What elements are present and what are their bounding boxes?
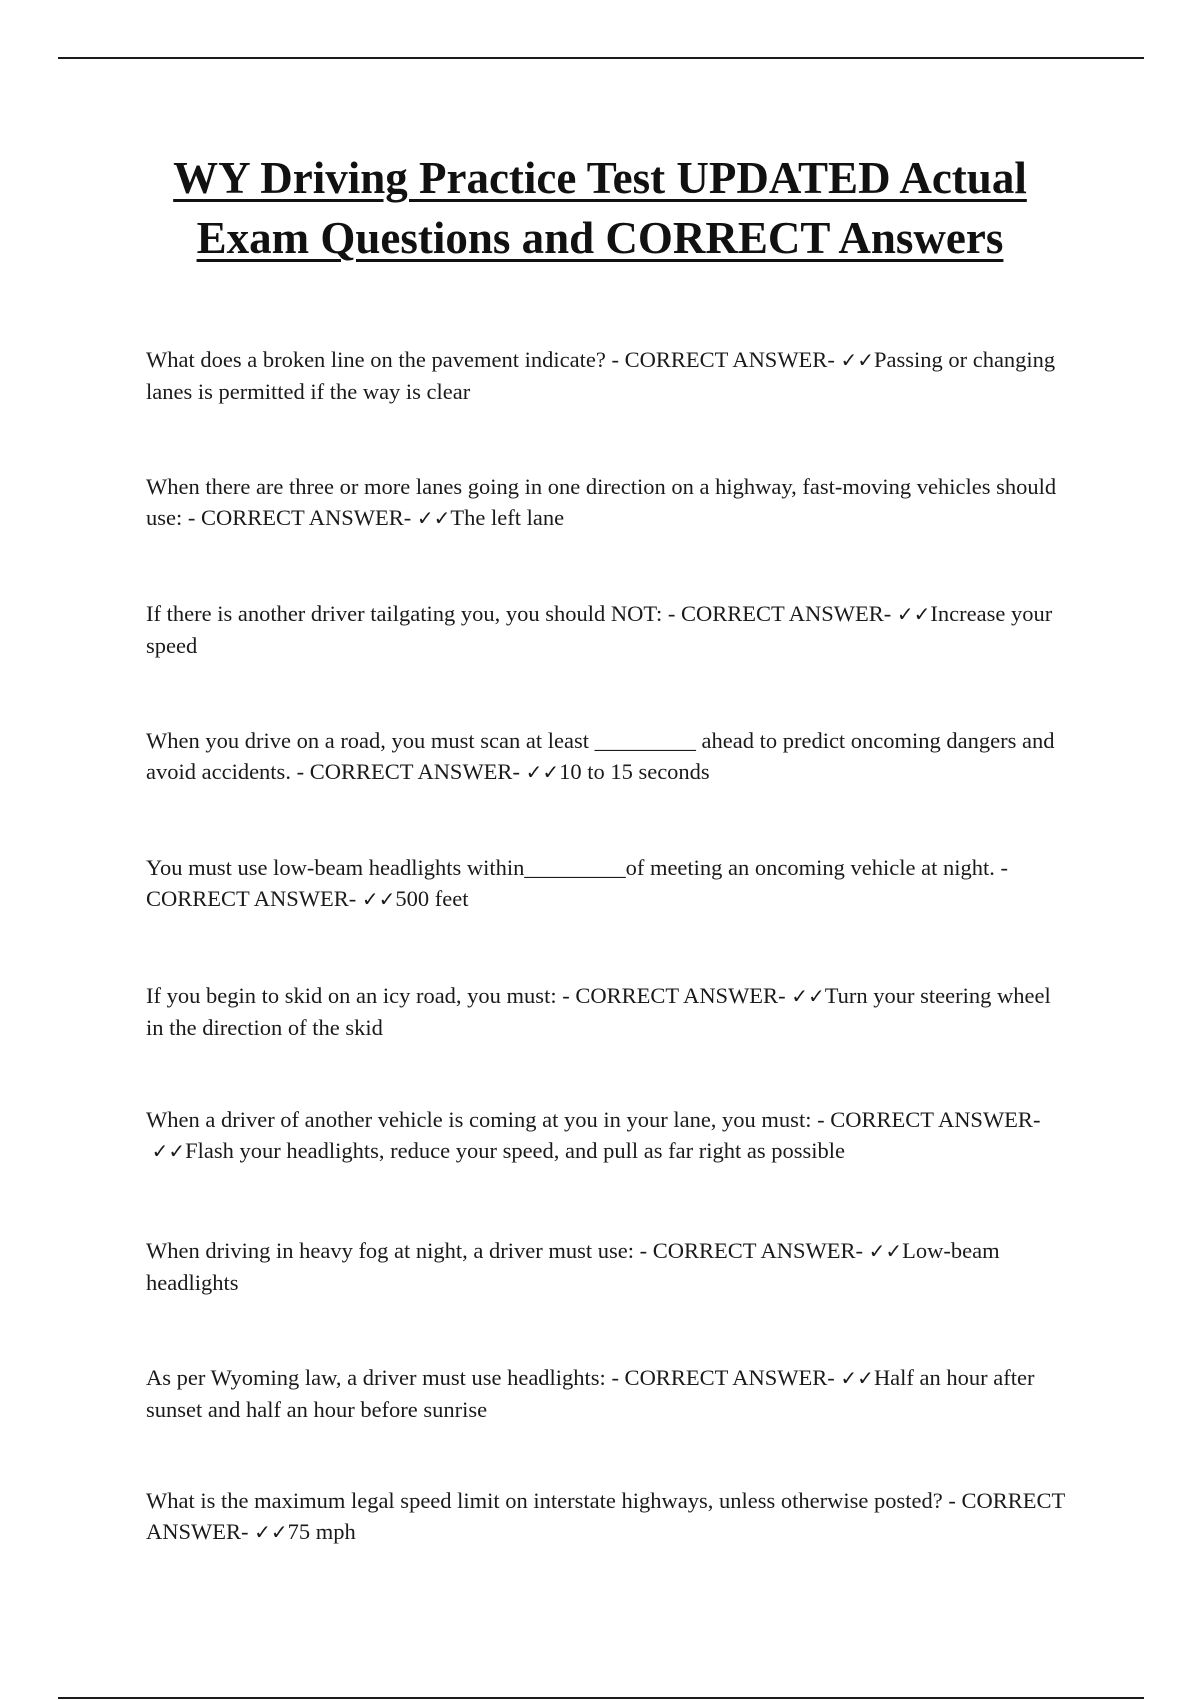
qa-item: [146, 725, 1066, 788]
answer-label: - CORRECT ANSWER-: [817, 1107, 1041, 1132]
answer-text: Turn your steering wheel in the direction of the skid: [146, 983, 1051, 1040]
check-mark-icon: ✓✓: [791, 984, 825, 1008]
answer-text: Flash your headlights, reduce your speed, and pull as far right as possible: [185, 1138, 845, 1163]
answer-text: 10 to 15 seconds: [559, 759, 710, 784]
qa-item: [146, 344, 1066, 407]
qa-item: [146, 471, 1066, 534]
question-text: When you drive on a road, you must scan at least _________ ahead to predict oncoming dangers and avoid accidents.: [146, 728, 1055, 784]
answer-text: The left lane: [450, 505, 565, 530]
qa-item: [146, 1235, 1066, 1298]
qa-item: [146, 1362, 1066, 1425]
question-text: What is the maximum legal speed limit on interstate highways, unless otherwise posted?: [146, 1488, 943, 1513]
question-text: You must use low-beam headlights within_________of meeting an oncoming vehicle at night.: [146, 855, 995, 880]
question-text: If there is another driver tailgating you, you should NOT:: [146, 601, 663, 626]
answer-label: - CORRECT ANSWER-: [611, 347, 835, 372]
answer-label: - CORRECT ANSWER-: [146, 855, 1008, 911]
question-text: When there are three or more lanes going in one direction on a highway, fast-moving vehicles should use:: [146, 474, 1057, 530]
question-text: When driving in heavy fog at night, a driver must use:: [146, 1238, 635, 1263]
question-text: As per Wyoming law, a driver must use headlights:: [146, 1365, 606, 1390]
check-mark-icon: ✓✓: [840, 348, 874, 372]
check-mark-icon: ✓✓: [151, 1139, 186, 1163]
check-mark-icon: ✓✓: [868, 1239, 903, 1263]
answer-text: Increase your speed: [146, 601, 1053, 658]
qa-item: [146, 852, 1066, 915]
qa-item: [146, 980, 1066, 1043]
check-mark-icon: ✓✓: [254, 1520, 288, 1544]
answer-text: 500 feet: [395, 886, 469, 911]
answer-text: Passing or changing lanes is permitted if the way is clear: [146, 347, 1056, 404]
answer-label: - CORRECT ANSWER-: [639, 1238, 863, 1263]
answer-text: 75 mph: [287, 1519, 356, 1544]
answer-text: Half an hour after sunset and half an hour before sunrise: [146, 1365, 1035, 1422]
answer-label: - CORRECT ANSWER-: [296, 759, 520, 784]
check-mark-icon: ✓✓: [840, 1366, 874, 1390]
question-text: What does a broken line on the pavement indicate?: [146, 347, 606, 372]
top-rule: [58, 57, 1144, 59]
answer-text: Low-beam headlights: [146, 1238, 1000, 1295]
answer-label: - CORRECT ANSWER-: [562, 983, 786, 1008]
check-mark-icon: ✓✓: [416, 506, 451, 530]
bottom-rule: [58, 1697, 1144, 1699]
question-text: If you begin to skid on an icy road, you must:: [146, 983, 557, 1008]
answer-label: - CORRECT ANSWER-: [146, 1488, 1065, 1544]
qa-item: [146, 1485, 1066, 1548]
answer-label: - CORRECT ANSWER-: [611, 1365, 835, 1390]
check-mark-icon: ✓✓: [361, 887, 396, 911]
check-mark-icon: ✓✓: [896, 602, 931, 626]
question-text: When a driver of another vehicle is coming at you in your lane, you must:: [146, 1107, 812, 1132]
qa-item: [146, 1104, 1066, 1167]
answer-label: - CORRECT ANSWER-: [187, 505, 412, 530]
qa-item: [146, 598, 1066, 661]
answer-label: - CORRECT ANSWER-: [667, 601, 892, 626]
check-mark-icon: ✓✓: [525, 760, 560, 784]
document-title: WY Driving Practice Test UPDATED Actual Exam Questions and CORRECT Answers: [173, 153, 1027, 263]
